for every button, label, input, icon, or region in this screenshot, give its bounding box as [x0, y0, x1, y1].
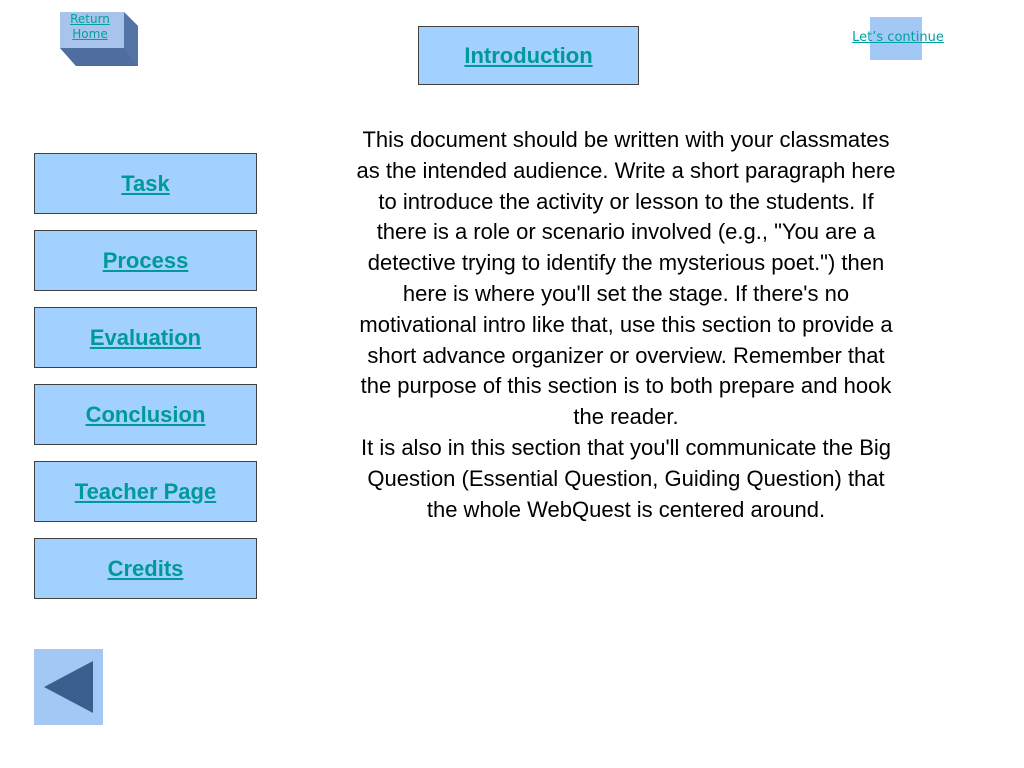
return-home-label-line2: Home	[72, 27, 108, 41]
nav-button-process[interactable]	[34, 230, 257, 291]
nav-button-evaluation[interactable]	[34, 307, 257, 368]
return-home-label	[56, 12, 124, 42]
nav-button-process-label[interactable]: Process	[102, 247, 189, 273]
nav-button-evaluation-label[interactable]: Evaluation	[89, 324, 202, 350]
nav-button-teacher-page-label[interactable]: Teacher Page	[74, 478, 217, 504]
nav-button-credits-label[interactable]: Credits	[107, 555, 184, 581]
return-home-button[interactable]	[56, 12, 140, 68]
nav-button-task-label[interactable]: Task	[121, 170, 170, 196]
intro-paragraph-1: This document should be written with your classmates as the intended audience. Write a short paragraph here to introduce the activity or lesson to the students. If there is a role or scenario involved (e.g., "You are a detective trying to identify the mysterious poet.") then here is where you'll set the stage. If there's no motivational intro like that, use this section to provide a short advance organizer or overview. Remember that the purpose of this section is to both prepare and hook the reader.	[356, 127, 896, 430]
nav-button-conclusion[interactable]	[34, 384, 257, 445]
return-home-label-line1: Return	[70, 12, 110, 26]
nav-button-task[interactable]	[34, 153, 257, 214]
sidebar-nav	[34, 153, 257, 615]
page-title[interactable]: Introduction	[464, 42, 593, 68]
intro-paragraph-2: It is also in this section that you'll communicate the Big Question (Essential Question, Guiding Question) that the whole WebQuest is centered around.	[360, 434, 891, 522]
triangle-left-icon	[34, 649, 103, 725]
back-button[interactable]	[34, 649, 103, 725]
page-title-box	[418, 26, 639, 85]
introduction-content	[356, 125, 896, 525]
nav-button-conclusion-label[interactable]: Conclusion	[85, 401, 206, 427]
nav-button-credits[interactable]	[34, 538, 257, 599]
continue-link[interactable]: Let’s continue	[852, 30, 944, 45]
nav-button-teacher-page[interactable]	[34, 461, 257, 522]
